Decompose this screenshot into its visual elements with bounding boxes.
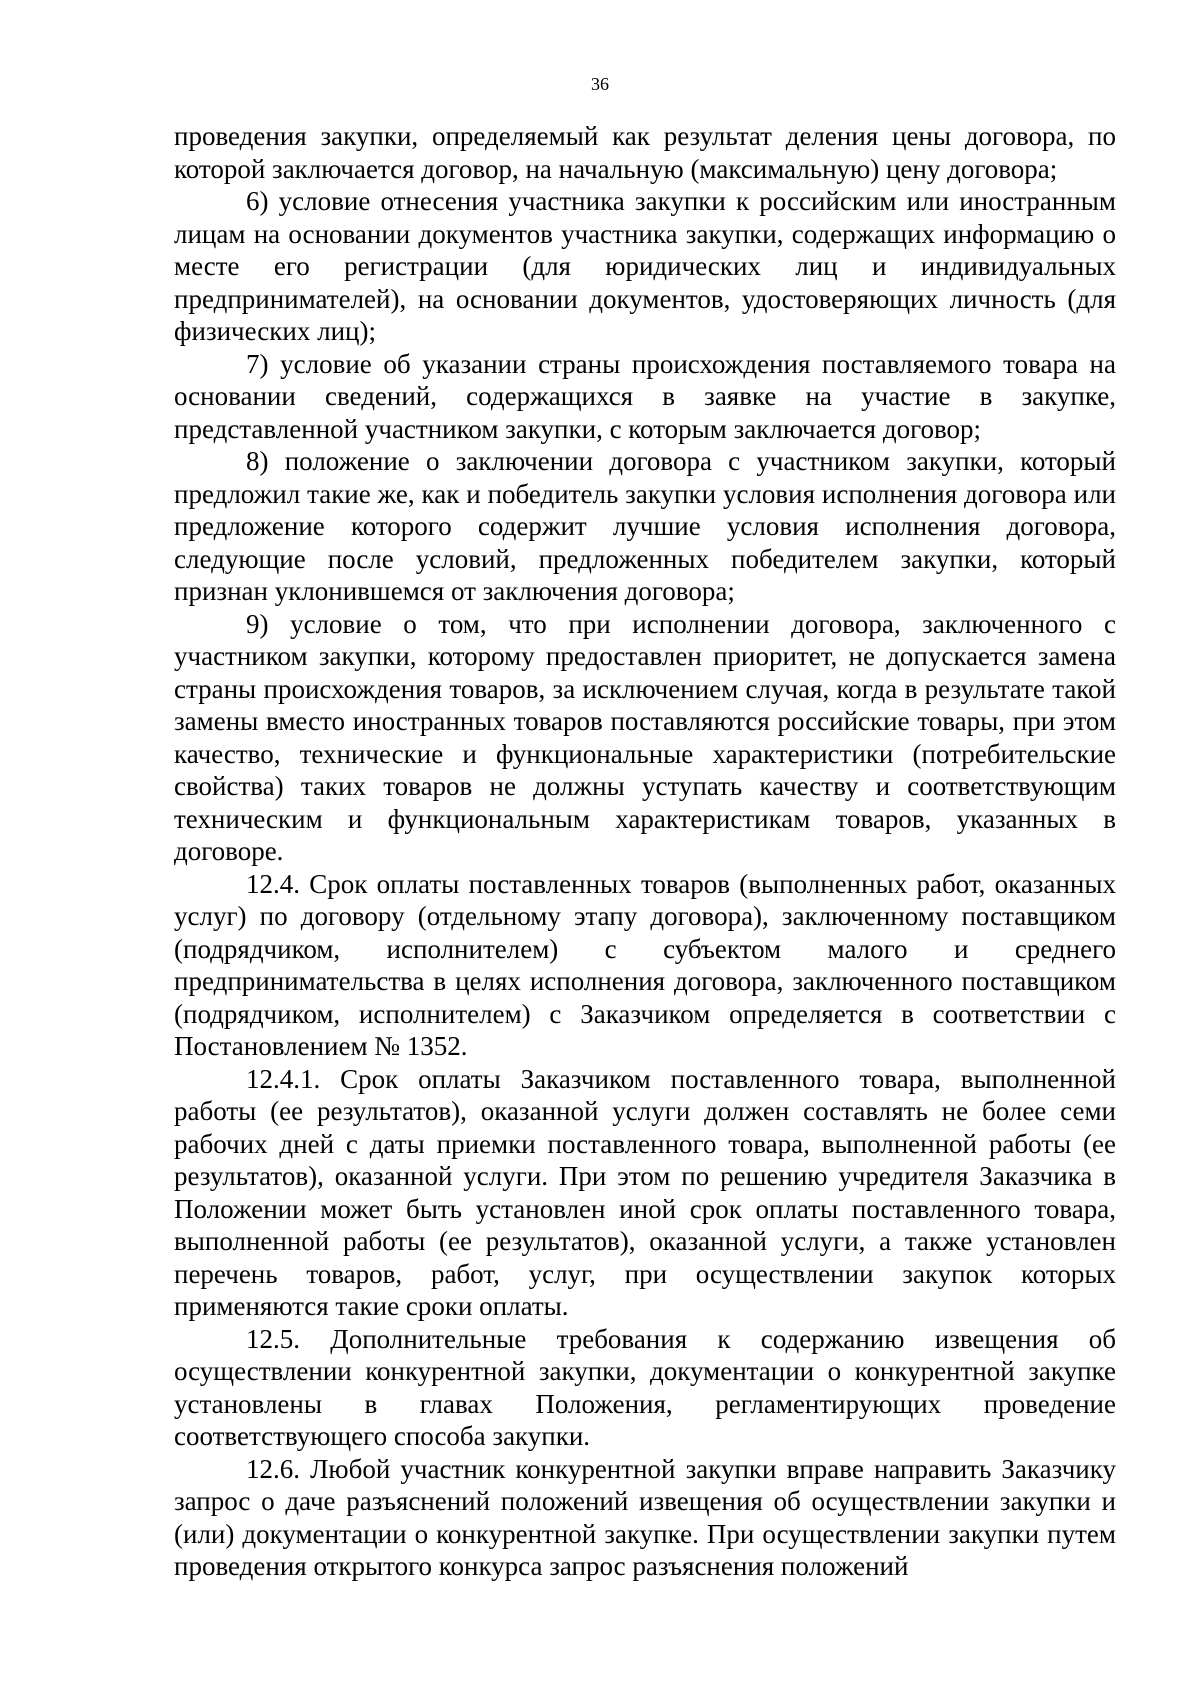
paragraph-12-5: 12.5. Дополнительные требования к содержанию извещения об осуществлении конкурентной закупки, документации о конкурентной закупке установлены в главах Положения, регламентирующих проведение соответствующего способа закупки. bbox=[174, 1323, 1116, 1451]
paragraph-12-4: 12.4. Срок оплаты поставленных товаров (выполненных работ, оказанных услуг) по договору (отдельному этапу договора), заключенному поставщиком (подрядчиком, исполнителем) с субъектом малого и среднего предпринимательства в целях исполнения договора, заключенного поставщиком (подрядчиком, исполнителем) с Заказчиком определяется в соответствии с Постановлением № 1352. bbox=[174, 868, 1116, 1061]
page-number: 36 bbox=[591, 74, 609, 94]
paragraph-12-4-1: 12.4.1. Срок оплаты Заказчиком поставленного товара, выполненной работы (ее результатов), оказанной услуги должен составлять не более семи рабочих дней с даты приемки поставленного товара, выполненной работы (ее результатов), оказанной услуги. При этом по решению учредителя Заказчика в Положении может быть установлен иной срок оплаты поставленного товара, выполненной работы (ее результатов), оказанной услуги, а также установлен перечень товаров, работ, услуг, при осуществлении закупок которых применяются такие сроки оплаты. bbox=[174, 1063, 1116, 1321]
paragraph-item-9: 9) условие о том, что при исполнении договора, заключенного с участником закупки, которому предоставлен приоритет, не допускается замена страны происхождения товаров, за исключением случая, когда в результате такой замены вместо иностранных товаров поставляются российские товары, при этом качество, технические и функциональные характеристики (потребительские свойства) таких товаров не должны уступать качеству и соответствующим техническим и функциональным характеристикам товаров, указанных в договоре. bbox=[174, 608, 1116, 866]
paragraph-continuation: проведения закупки, определяемый как результат деления цены договора, по которой заключается договор, на начальную (максимальную) цену договора; bbox=[174, 121, 1116, 184]
paragraph-item-6: 6) условие отнесения участника закупки к российским или иностранным лицам на основании документов участника закупки, содержащих информацию о месте его регистрации (для юридических лиц и индивидуальных предпринимателей), на основании документов, удостоверяющих личность (для физических лиц); bbox=[174, 186, 1116, 346]
document-body bbox=[174, 120, 1116, 1583]
paragraph-item-7: 7) условие об указании страны происхождения поставляемого товара на основании сведений, содержащихся в заявке на участие в закупке, представленной участником закупки, с которым заключается договор; bbox=[174, 348, 1116, 444]
paragraph-item-8: 8) положение о заключении договора с участником закупки, который предложил такие же, как и победитель закупки условия исполнения договора или предложение которого содержит лучшие условия исполнения договора, следующие после условий, предложенных победителем закупки, который признан уклонившемся от заключения договора; bbox=[174, 446, 1116, 606]
paragraph-12-6: 12.6. Любой участник конкурентной закупки вправе направить Заказчику запрос о даче разъяснений положений извещения об осуществлении закупки и (или) документации о конкурентной закупке. При осуществлении закупки путем проведения открытого конкурса запрос разъяснения положений bbox=[174, 1453, 1116, 1581]
